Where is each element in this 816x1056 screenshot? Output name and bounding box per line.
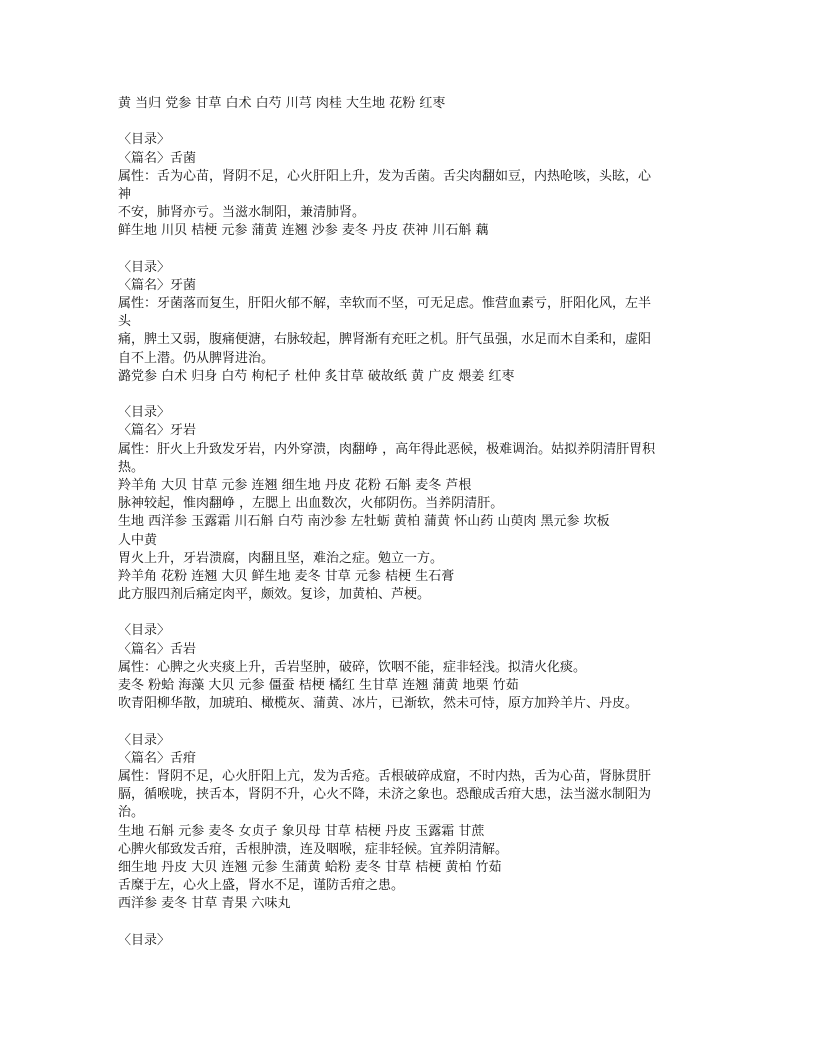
- text-line: 生地 西洋参 玉露霜 川石斛 白芍 南沙参 左牡蛎 黄柏 蒲黄 怀山药 山萸肉 黑元参 坎板: [118, 514, 610, 530]
- text-line: 胃火上升，牙岩溃腐，肉翻且坚，难治之症。勉立一方。: [118, 550, 444, 566]
- section-title: 〈篇名〉舌菌: [118, 150, 197, 166]
- text-line: 羚羊角 大贝 甘草 元参 连翘 细生地 丹皮 花粉 石斛 麦冬 芦根: [118, 477, 472, 493]
- text-line: 舌糜于左，心火上盛，肾水不足，谨防舌疳之患。: [118, 878, 405, 894]
- blank-line: [118, 713, 738, 731]
- blank-line: [118, 604, 738, 622]
- text-line: 脉神较起，惟肉翻峥 ，左腮上 出血数次，火郁阴伤。当养阴清肝。: [118, 496, 504, 512]
- text-line: 鲜生地 川贝 桔梗 元参 蒲黄 连翘 沙参 麦冬 丹皮 茯神 川石斛 藕: [118, 223, 489, 239]
- text-line: 治。: [118, 805, 145, 821]
- section-title: 〈篇名〉舌疳: [118, 750, 197, 766]
- text-line: 膈，循喉咙，挟舌本，肾阴不升，心火不降，未济之象也。恐酿成舌疳大患，法当滋水制阳为: [118, 787, 652, 803]
- blank-line: [118, 386, 738, 404]
- text-line: 西洋参 麦冬 甘草 青果 六味丸: [118, 896, 291, 912]
- text-line: 潞党参 白术 归身 白芍 枸杞子 杜仲 炙甘草 破故纸 黄 广皮 煨姜 红枣: [118, 368, 515, 384]
- toc-marker: 〈目录〉: [118, 132, 171, 148]
- document-page: [118, 95, 738, 950]
- section-title: 〈篇名〉牙菌: [118, 277, 197, 293]
- text-line: 头: [118, 314, 132, 330]
- text-line: 不安，肺肾亦亏。当滋水制阳，兼清肺肾。: [118, 205, 366, 221]
- text-line: 痛，脾土又弱，腹痛便溏，右脉较起，脾肾渐有充旺之机。肝气虽强，水足而木自柔和，虚阳: [118, 332, 652, 348]
- text-line: 羚羊角 花粉 连翘 大贝 鲜生地 麦冬 甘草 元参 桔梗 生石膏: [118, 568, 455, 584]
- text-line: 热。: [118, 459, 145, 475]
- section-description: 属性：肝火上升致发牙岩，内外穿溃，肉翻峥 ，高年得此恶候，极难调治。姑拟养阴清肝胃积: [118, 441, 656, 457]
- toc-marker: 〈目录〉: [118, 259, 171, 275]
- text-line: 人中黄: [118, 532, 158, 548]
- blank-line: [118, 241, 738, 259]
- section-description: 属性：心脾之火夹痰上升，舌岩坚肿，破碎，饮咽不能，症非轻浅。拟清火化痰。: [118, 659, 587, 675]
- text-line: 麦冬 粉蛤 海藻 大贝 元参 僵蚕 桔梗 橘红 生甘草 连翘 蒲黄 地栗 竹茹: [118, 678, 519, 693]
- toc-marker: 〈目录〉: [118, 405, 171, 421]
- toc-marker: 〈目录〉: [118, 732, 171, 748]
- blank-line: [118, 113, 738, 131]
- section-description: 属性：舌为心苗，肾阴不足，心火肝阳上升，发为舌菌。舌尖肉翻如豆，内热呛咳，头眩，心: [118, 168, 652, 184]
- toc-marker: 〈目录〉: [118, 623, 171, 639]
- text-line: 生地 石斛 元参 麦冬 女贞子 象贝母 甘草 桔梗 丹皮 玉露霜 甘蔗: [118, 823, 485, 839]
- section-title: 〈篇名〉牙岩: [118, 423, 197, 439]
- text-line: 神: [118, 186, 132, 202]
- blank-line: [118, 913, 738, 931]
- text-line: 黄 当归 党参 甘草 白术 白芍 川芎 肉桂 大生地 花粉 红枣: [118, 96, 446, 111]
- section-description: 属性：牙菌落而复生，肝阳火郁不解，幸软而不坚，可无足虑。惟营血素亏，肝阳化风，左半: [118, 296, 652, 312]
- text-line: 心脾火郁致发舌疳，舌根肿溃，连及咽喉，症非轻候。宜养阴清解。: [118, 841, 509, 857]
- text-line: 细生地 丹皮 大贝 连翘 元参 生蒲黄 蛤粉 麦冬 甘草 桔梗 黄柏 竹茹: [118, 859, 502, 875]
- toc-marker: 〈目录〉: [118, 932, 171, 948]
- text-line: 此方服四剂后痛定肉平，颇效。复诊，加黄柏、芦梗。: [118, 587, 431, 603]
- section-title: 〈篇名〉舌岩: [118, 641, 197, 657]
- text-line: 自不上潜。仍从脾肾进治。: [118, 350, 275, 366]
- text-line: 吹青阳柳华散，加琥珀、橄榄灰、蒲黄、冰片，已渐软，然未可恃，原方加羚羊片、丹皮。: [118, 696, 639, 712]
- section-description: 属性：肾阴不足，心火肝阳上亢，发为舌疮。舌根破碎成窟，不时内热，舌为心苗，肾脉贯肝: [118, 768, 652, 784]
